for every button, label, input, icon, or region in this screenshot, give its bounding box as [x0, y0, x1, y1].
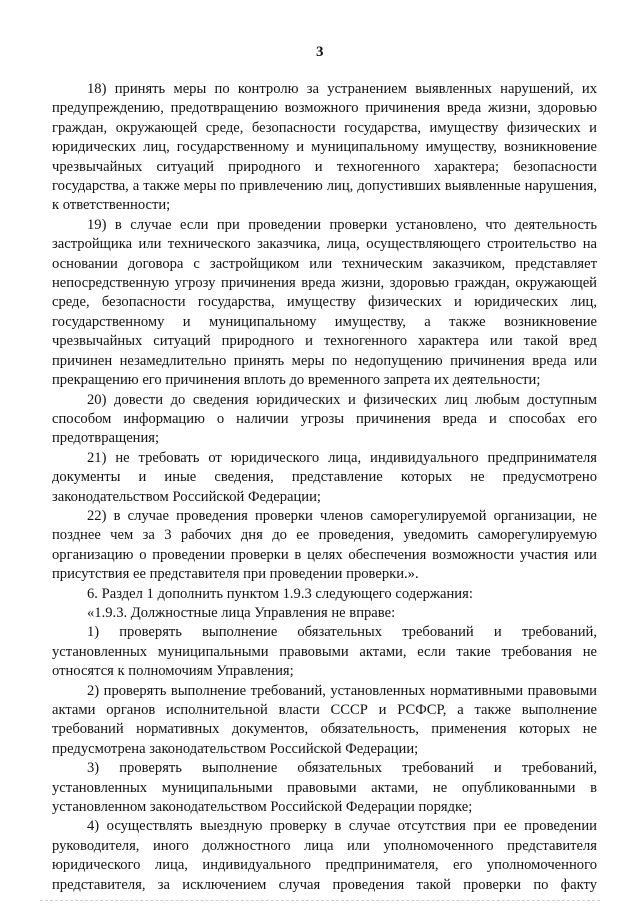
scan-edge-divider [40, 899, 600, 901]
page-number: 3 [316, 44, 324, 60]
paragraph-section-6: 6. Раздел 1 дополнить пунктом 1.9.3 следующего содержания: [87, 585, 473, 602]
document-body [52, 80, 597, 895]
paragraph-item-22: 22) в случае проведения проверки членов саморегулируемой организации, не позднее чем за 3 рабочих дня до ее проведения, уведомить саморегулируемую организацию о проведении проверки в целях обеспечения возможности участия или присутствия ее представителя при проведении проверки.». [52, 507, 597, 583]
paragraph-clause-1-9-3: «1.9.3. Должностные лица Управления не вправе: [87, 604, 396, 621]
paragraph-item-21: 21) не требовать от юридического лица, индивидуального предпринимателя документы и иные сведения, представление которых не предусмотрено законодательством Российской Федерации; [52, 449, 597, 505]
paragraph-subitem-3: 3) проверять выполнение обязательных требований и требований, установленных муниципальными правовыми актами, не опубликованными в установленном законодательством Российской Федерации порядке; [52, 760, 597, 816]
paragraph-item-19: 19) в случае если при проведении проверки установлено, что деятельность застройщика или технического заказчика, лица, осуществляющего строительство на основании договора с застройщиком или техническим заказчиком, представляет непосредственную угрозу причинения вреда жизни, здоровью граждан, окружающей среде, безопасности государства, имуществу физических и юридических лиц, государственному и муниципальному имуществу, а также возникновение чрезвычайных ситуаций природного и техногенного характера или такой вред причинен незамедлительно принять меры по недопущению причинения вреда или прекращению его причинения вплоть до временного запрета их деятельности; [52, 216, 597, 389]
paragraph-item-18: 18) принять меры по контролю за устранением выявленных нарушений, их предупреждению, предотвращению возможного причинения вреда жизни, здоровью граждан, окружающей среде, безопасности государства, имуществу физических и юридических лиц, государственному и муниципальному имуществу, возникновение чрезвычайных ситуаций природного и техногенного характера; безопасности государства, а также меры по привлечению лиц, допустивших выявленные нарушения, к ответственности; [52, 81, 597, 214]
paragraph-subitem-2: 2) проверять выполнение требований, установленных нормативными правовыми актами органов исполнительной власти СССР и РСФСР, а также выполнение требований нормативных документов, обязательность, применения которых не предусмотрена законодательством Российской Федерации; [52, 682, 597, 757]
paragraph-subitem-1: 1) проверять выполнение обязательных требований и требований, установленных муниципальными правовыми актами, если такие требования не относятся к полномочиям Управления; [52, 624, 597, 680]
paragraph-item-20: 20) довести до сведения юридических и физических лиц любым доступным способом информацию о наличии угрозы причинения вреда и способах его предотвращения; [52, 391, 597, 447]
paragraph-subitem-4: 4) осуществлять выездную проверку в случае отсутствия при ее проведении руководителя, иного должностного лица или уполномоченного представителя юридического лица, индивидуального предпринимателя, его уполномоченного представителя, за исключением случая проведения такой проверки по факту [52, 818, 597, 893]
